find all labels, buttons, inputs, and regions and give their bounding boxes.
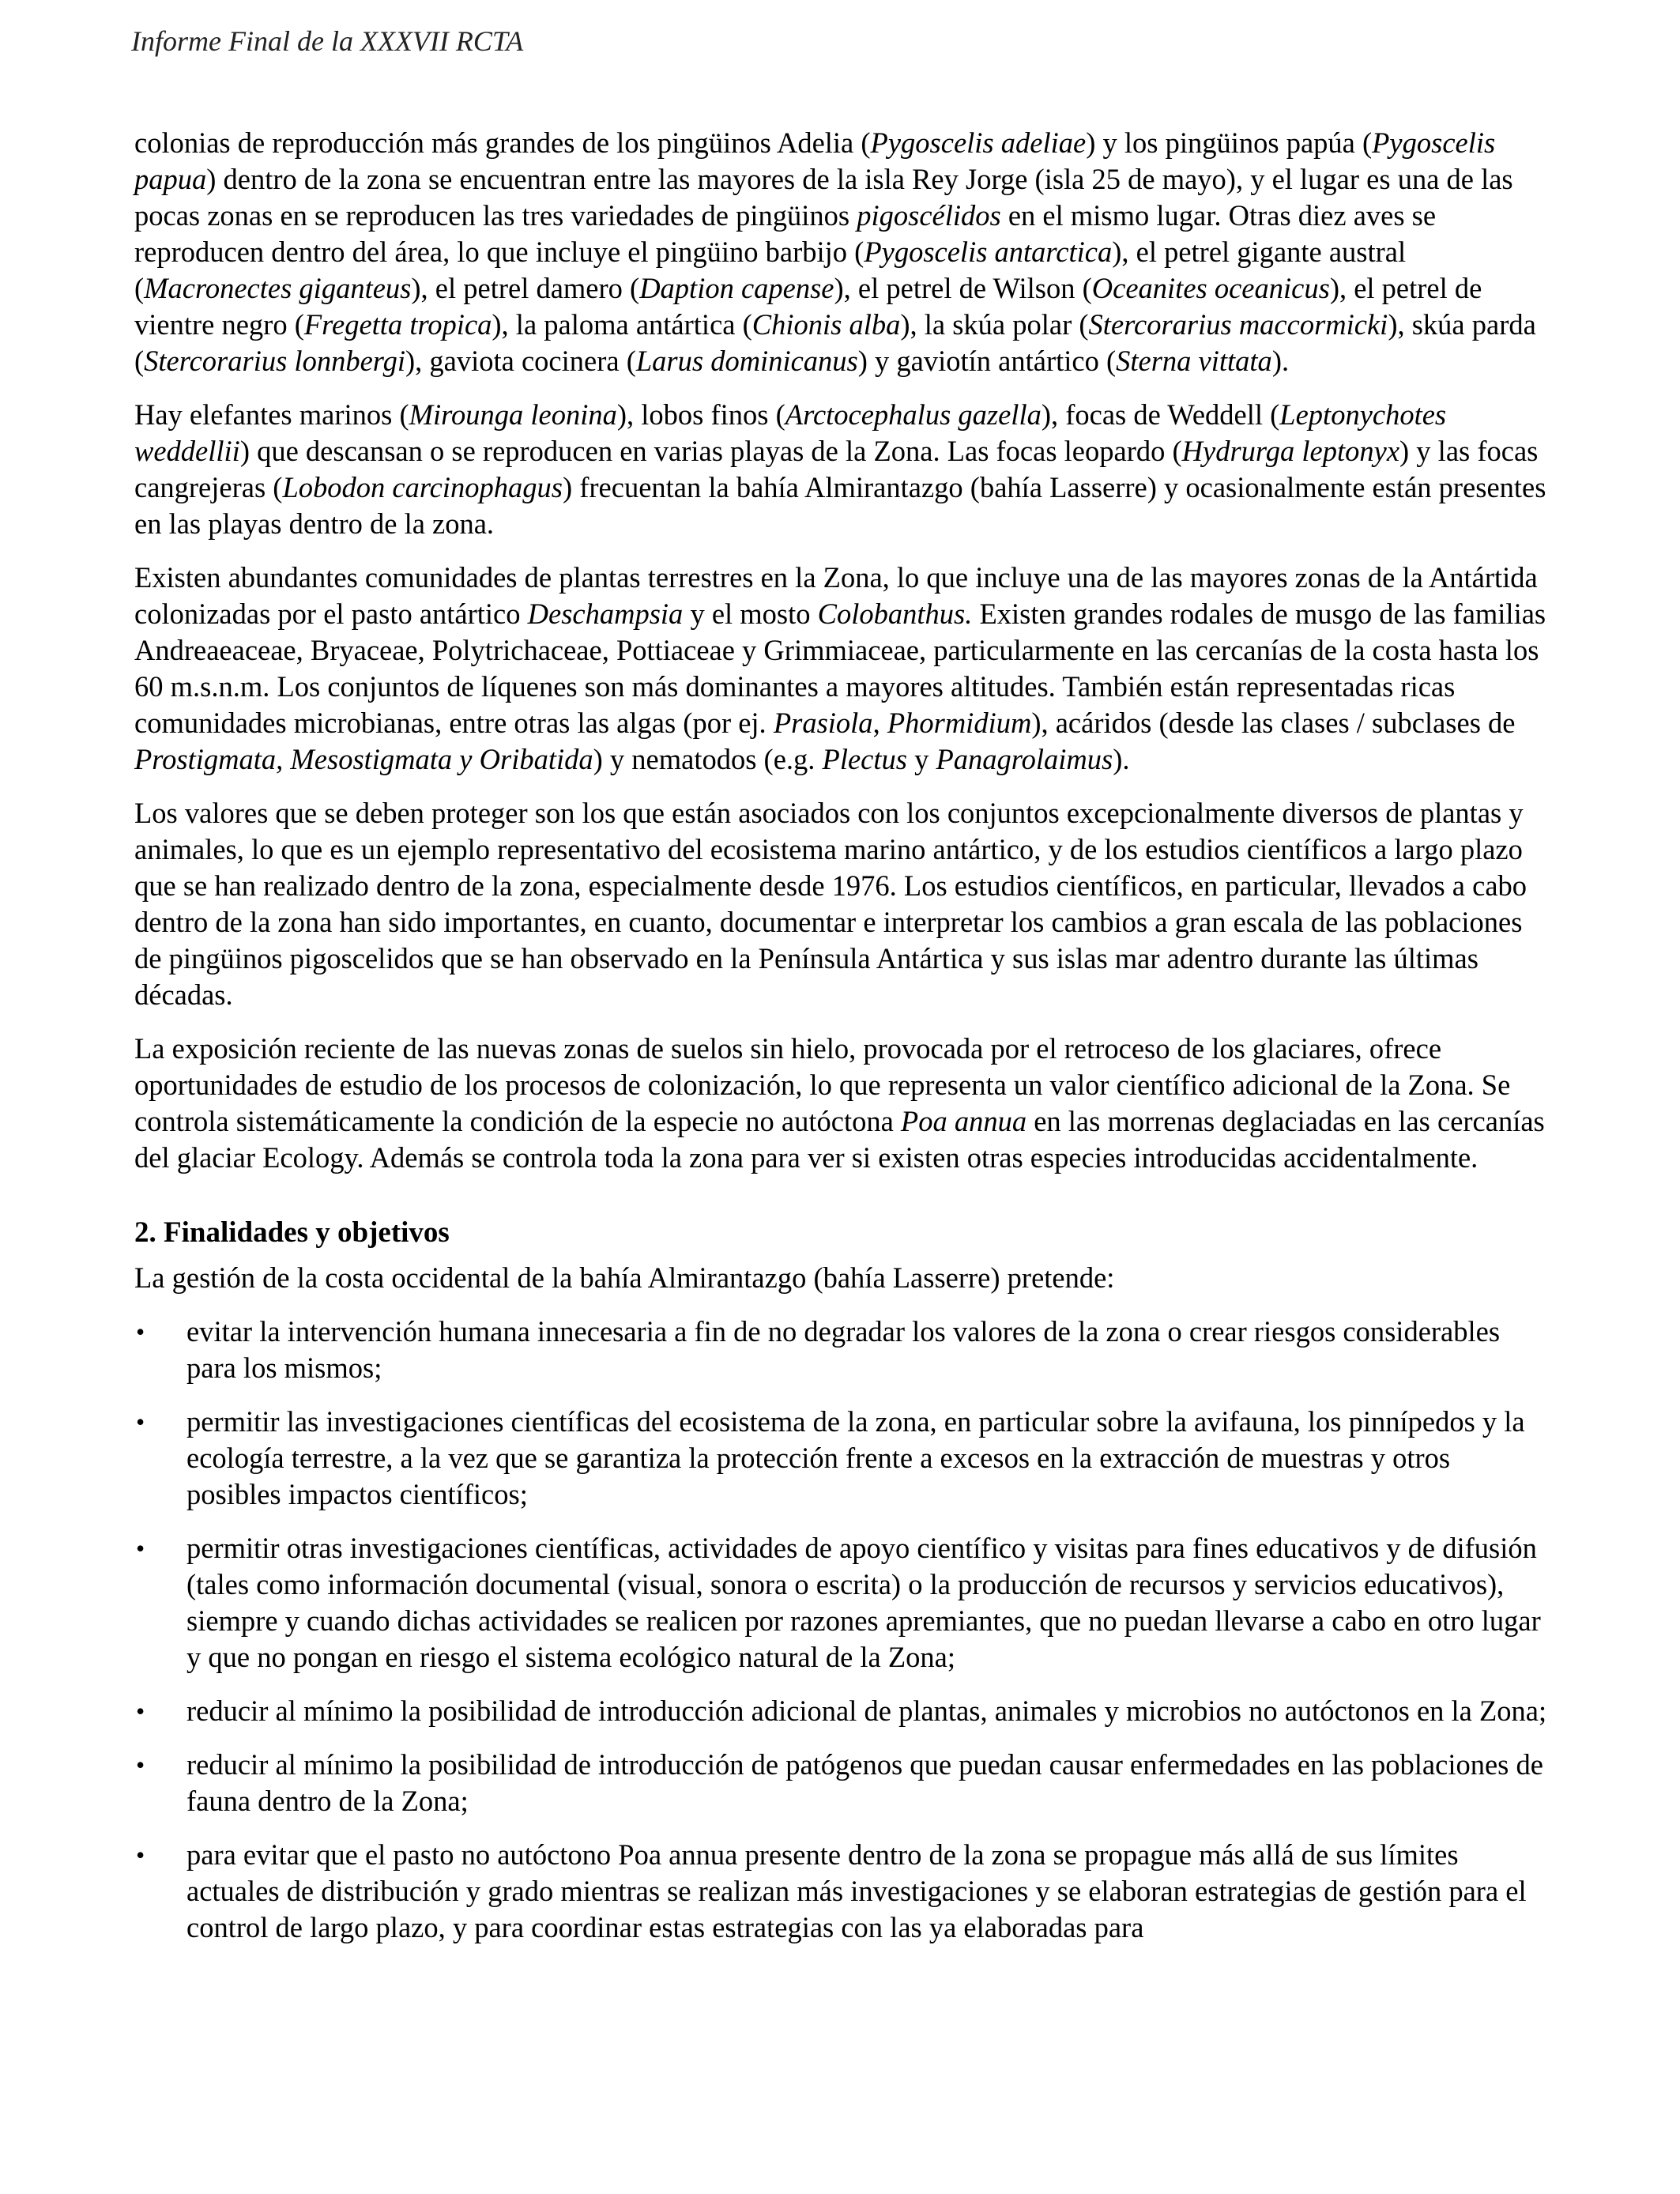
- list-item: [134, 1314, 1549, 1386]
- text-run: ) y las focas cangrejeras (: [134, 435, 1539, 503]
- italic-text: Larus dominicanus: [635, 345, 858, 377]
- italic-text: Fregetta tropica: [303, 308, 492, 341]
- bullet-icon: •: [136, 1751, 145, 1779]
- italic-text: Daption capense: [639, 272, 834, 304]
- text-run: ) y gaviotín antártico (: [857, 345, 1117, 377]
- italic-text: Stercorarius lonnbergi: [144, 345, 406, 377]
- text-run: ), skúa parda (: [134, 308, 1536, 377]
- body-paragraphs: [134, 125, 1549, 1176]
- text-run: ), el petrel de vientre negro (: [134, 272, 1482, 341]
- section-heading: 2. Finalidades y objetivos: [134, 1216, 450, 1249]
- italic-text: Deschampsia: [527, 598, 684, 630]
- text-run: Los valores que se deben proteger son los que están asociados con los conjuntos excepcionalmente diversos de plantas y animales, lo que es un ejemplo representativo del ecosistema marino antártico, y de los estudios científicos a largo plazo que se han realizado dentro de la zona, especialmente desde 1976. Los estudios científicos, en particular, llevados a cabo dentro de la zona han sido importantes, en cuanto, documentar e interpretar los cambios a gran escala de las poblaciones de pingüinos pigoscelidos que se han observado en la Península Antártica y sus islas mar adentro durante las últimas décadas.: [134, 797, 1527, 1011]
- list-item-text: [186, 1405, 1525, 1510]
- italic-text: Arctocephalus gazella: [785, 398, 1042, 431]
- paragraph-birds: [134, 125, 1549, 379]
- text-run: ,: [872, 707, 887, 739]
- list-item: [134, 1530, 1549, 1676]
- text-run: ).: [1271, 345, 1290, 377]
- text-run: reducir al mínimo la posibilidad de introducción adicional de plantas, animales y microbios no autóctonos en la Zona;: [186, 1695, 1547, 1727]
- paragraph-colonization: [134, 1031, 1549, 1176]
- italic-text: Hydrurga leptonyx: [1181, 435, 1400, 467]
- objectives-list: [134, 1314, 1549, 1946]
- text-run: permitir las investigaciones científicas del ecosistema de la zona, en particular sobre la avifauna, los pinnípedos y la ecología terrestre, a la vez que se garantiza la protección frente a excesos en la extracción de muestras y otros posibles impactos científicos;: [186, 1405, 1525, 1510]
- running-header: Informe Final de la XXXVII RCTA: [131, 25, 524, 57]
- italic-text: Stercorarius maccormicki: [1088, 308, 1388, 341]
- text-run: en las morrenas deglaciadas en las cercanías del glaciar Ecology. Además se controla toda la zona para ver si existen otras especies introducidas accidentalmente.: [134, 1105, 1545, 1174]
- italic-text: Poa annua: [900, 1105, 1027, 1137]
- text-run: ), focas de Weddell (: [1041, 398, 1280, 431]
- text-run: colonias de reproducción más grandes de los pingüinos Adelia (: [134, 126, 871, 159]
- bullet-icon: •: [136, 1318, 145, 1346]
- list-item-text: [186, 1695, 1546, 1727]
- list-item-text: [186, 1838, 1527, 1943]
- italic-text: Leptonychotes weddellii: [134, 398, 1447, 467]
- list-item: [134, 1837, 1549, 1946]
- text-run: ) y los pingüinos papúa (: [1086, 126, 1373, 159]
- italic-text: Pygoscelis papua: [134, 126, 1496, 195]
- italic-text: Phormidium: [887, 707, 1032, 739]
- text-run: Existen abundantes comunidades de plantas terrestres en la Zona, lo que incluye una de las mayores zonas de la Antártida colonizadas por el pasto antártico: [134, 561, 1538, 630]
- italic-text: Macronectes giganteus: [144, 272, 412, 304]
- paragraph-plants: [134, 560, 1549, 778]
- text-run: ) que descansan o se reproducen en varias playas de la Zona. Las focas leopardo (: [239, 435, 1182, 467]
- italic-text: Pygoscelis adeliae: [870, 126, 1087, 159]
- paragraph-values: [134, 795, 1549, 1013]
- italic-text: Lobodon carcinophagus: [282, 471, 563, 503]
- bullet-icon: •: [136, 1697, 145, 1725]
- list-item-text: [186, 1748, 1543, 1817]
- bullet-icon: •: [136, 1534, 145, 1563]
- text-run: ).: [1113, 743, 1130, 775]
- text-run: evitar la intervención humana innecesaria a fin de no degradar los valores de la zona o crear riesgos considerables para los mismos;: [186, 1315, 1501, 1384]
- list-item: [134, 1404, 1549, 1513]
- italic-text: Plectus: [822, 743, 907, 775]
- text-run: ), la skúa polar (: [900, 308, 1089, 341]
- text-run: para evitar que el pasto no autóctono: [186, 1838, 619, 1871]
- text-run: ), el petrel gigante austral (: [134, 236, 1407, 304]
- text-run: y: [906, 743, 936, 775]
- text-run: ), gaviota cocinera (: [405, 345, 636, 377]
- text-run: La exposición reciente de las nuevas zonas de suelos sin hielo, provocada por el retroceso de los glaciares, ofrece oportunidades de estudio de los procesos de colonización, lo que representa un valor científico adicional de la Zona. Se controla sistemáticamente la condición de la especie no autóctona: [134, 1032, 1511, 1137]
- text-run: ), el petrel damero (: [411, 272, 640, 304]
- text-run: reducir al mínimo la posibilidad de introducción de patógenos que puedan causar enfermedades en las poblaciones de fauna dentro de la Zona;: [186, 1748, 1543, 1817]
- text-run: en el mismo lugar. Otras diez aves se reproducen dentro del área, lo que incluye el pingüino barbijo (: [134, 199, 1437, 268]
- text-run: y el mosto: [683, 598, 818, 630]
- text-run: ), el petrel de Wilson (: [834, 272, 1092, 304]
- list-item: [134, 1693, 1549, 1729]
- text-run: ) frecuentan la bahía Almirantazgo (bahía Lasserre) y ocasionalmente están presentes en las playas dentro de la zona.: [134, 471, 1546, 540]
- bullet-icon: •: [136, 1408, 145, 1436]
- list-item: [134, 1747, 1549, 1819]
- italic-text: Colobanthus.: [817, 598, 973, 630]
- text-run: ) y nematodos (e.g.: [593, 743, 823, 775]
- italic-text: Panagrolaimus: [936, 743, 1113, 775]
- text-run: Existen grandes rodales de musgo de las familias Andreaeaceae, Bryaceae, Polytrichaceae, Pottiaceae y Grimmiaceae, particularmente en las cercanías de la costa hasta los 60 m.s.n.m. Los conjuntos de líquenes son más dominantes a mayores altitudes. También están representadas ricas comunidades microbianas, entre otras las algas (por ej.: [134, 598, 1546, 739]
- italic-text: Prasiola: [773, 707, 873, 739]
- text-run: presente dentro de la zona se propague más allá de sus límites actuales de distribución y grado mientras se realizan más investigaciones y se elaboran estrategias de gestión para el control de largo plazo, y para coordinar estas estrategias con las ya elaboradas para: [186, 1838, 1527, 1943]
- list-item-text: [186, 1315, 1500, 1384]
- text-run: ), la paloma antártica (: [492, 308, 752, 341]
- italic-text: Prostigmata, Mesostigmata y Oribatida: [134, 743, 593, 775]
- bullet-icon: •: [136, 1841, 145, 1869]
- text-run: ) dentro de la zona se encuentran entre las mayores de la isla Rey Jorge (isla 25 de mayo), y el lugar es una de las pocas zonas en se reproducen las tres variedades de pingüinos: [134, 163, 1513, 232]
- italic-text: pigoscélidos: [857, 199, 1001, 232]
- italic-text: Pygoscelis antarctica: [864, 236, 1113, 268]
- italic-text: Mirounga leonina: [409, 398, 617, 431]
- italic-text: Sterna vittata: [1116, 345, 1272, 377]
- document-body: [134, 125, 1549, 1963]
- section-intro: La gestión de la costa occidental de la bahía Almirantazgo (bahía Lasserre) pretende:: [134, 1261, 1115, 1294]
- list-item-text: [186, 1532, 1541, 1673]
- text-run: ), acáridos (desde las clases / subclases de: [1031, 707, 1516, 739]
- italic-text: Chionis alba: [751, 308, 901, 341]
- text-run: permitir otras investigaciones científicas, actividades de apoyo científico y visitas para fines educativos y de difusión (tales como información documental (visual, sonora o escrita) o la producción de recursos y servicios educativos), siempre y cuando dichas actividades se realicen por razones apremiantes, que no puedan llevarse a cabo en otro lugar y que no pongan en riesgo el sistema ecológico natural de la Zona;: [186, 1532, 1541, 1673]
- italic-text: Poa annua: [618, 1838, 738, 1871]
- italic-text: Oceanites oceanicus: [1091, 272, 1330, 304]
- paragraph-seals: [134, 397, 1549, 542]
- text-run: Hay elefantes marinos (: [134, 398, 409, 431]
- text-run: ), lobos finos (: [616, 398, 785, 431]
